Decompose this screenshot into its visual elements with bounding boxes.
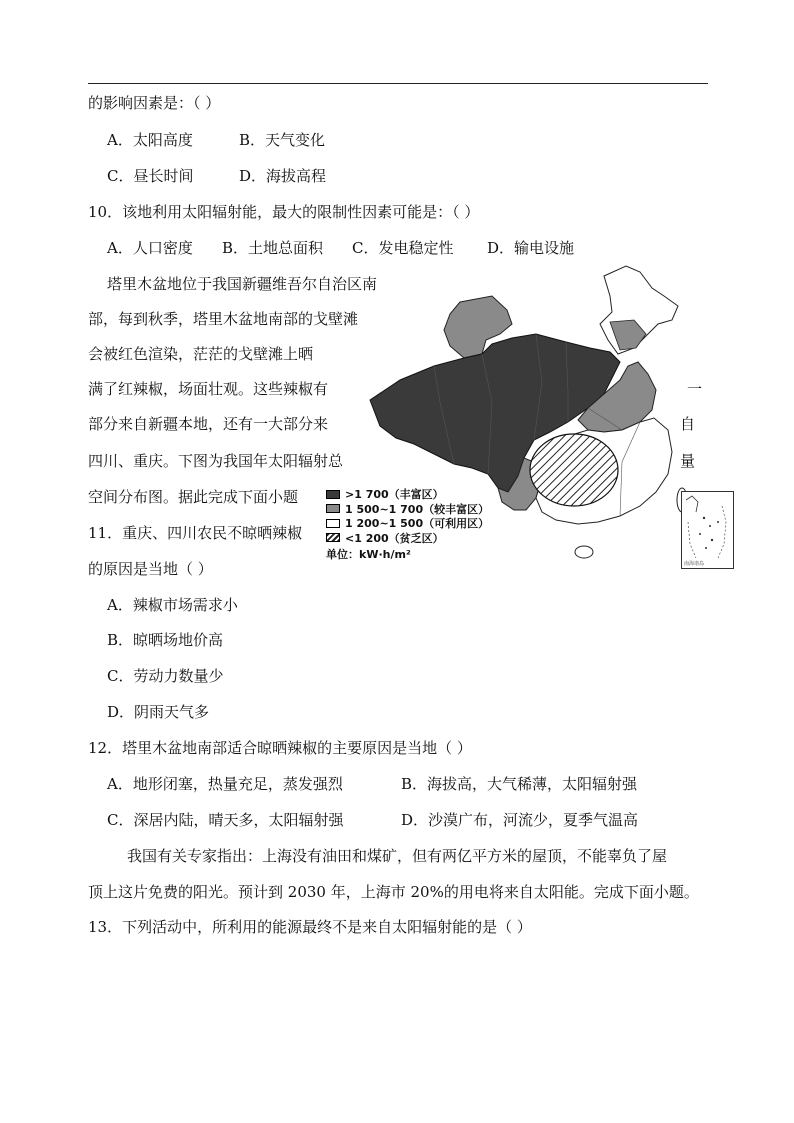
q12-option-a[interactable]: A．地形闭塞，热量充足，蒸发强烈 (107, 775, 343, 793)
legend-unit: 单位：kW·h/m² (326, 548, 411, 561)
passage-line: 会被红色渲染，茫茫的戈壁滩上晒 (88, 345, 314, 363)
passage-line-tail: 量 (680, 452, 696, 470)
passage-line: 我国有关专家指出：上海没有油田和煤矿，但有两亿平方米的屋顶，不能辜负了屋 (127, 847, 668, 865)
q9-option-a[interactable]: A．太阳高度 (107, 131, 193, 149)
passage-line: 部分来自新疆本地，还有一大部分来 (88, 415, 329, 433)
passage-line-tail: 一 (687, 380, 703, 398)
q9-option-c[interactable]: C．昼长时间 (107, 167, 194, 185)
legend-swatch (326, 504, 340, 513)
legend-item (326, 531, 489, 546)
legend-label: >1 700（丰富区） (345, 488, 444, 502)
legend-item (326, 487, 489, 502)
q11-option-c[interactable]: C．劳动力数量少 (107, 667, 224, 685)
q10-option-a[interactable]: A．人口密度 (107, 239, 193, 257)
legend-label: <1 200（贫乏区） (345, 531, 444, 545)
question-11: 11．重庆、四川农民不晾晒辣椒 (88, 524, 303, 542)
question-11-cont: 的原因是当地（ ） (88, 560, 213, 578)
passage-line: 塔里木盆地位于我国新疆维吾尔自治区南 (107, 275, 378, 293)
passage-line: 部，每到秋季，塔里木盆地南部的戈壁滩 (88, 310, 359, 328)
legend-item (326, 502, 489, 517)
q10-option-b[interactable]: B．土地总面积 (222, 239, 324, 257)
q11-option-d[interactable]: D．阴雨天气多 (107, 703, 210, 721)
passage-line: 空间分布图。据此完成下面小题 (88, 488, 299, 506)
q9-option-d[interactable]: D．海拔高程 (239, 167, 327, 185)
map-legend (326, 487, 489, 562)
header-rule (88, 83, 708, 84)
passage-line: 顶上这片免费的阳光。预计到 2030 年，上海市 20%的用电将来自太阳能。完成下面小题。 (88, 883, 699, 901)
legend-swatch (326, 490, 340, 499)
question-13: 13．下列活动中，所利用的能源最终不是来自太阳辐射能的是（ ） (88, 918, 532, 936)
inset-islands-graphic (682, 492, 733, 568)
south-china-sea-inset (681, 491, 734, 569)
legend-label: 1 200~1 500（可利用区） (345, 517, 490, 531)
q9-option-b[interactable]: B．天气变化 (239, 131, 326, 149)
legend-swatch (326, 519, 340, 528)
q12-option-b[interactable]: B．海拔高，大气稀薄，太阳辐射强 (401, 775, 638, 793)
q10-option-c[interactable]: C．发电稳定性 (352, 239, 454, 257)
q11-option-b[interactable]: B．晾晒场地价高 (107, 631, 224, 649)
question-10: 10．该地利用太阳辐射能，最大的限制性因素可能是：（ ） (88, 203, 480, 221)
legend-label: 1 500~1 700（较丰富区） (345, 502, 490, 516)
legend-swatch (326, 533, 340, 542)
passage-line: 满了红辣椒，场面壮观。这些辣椒有 (88, 380, 329, 398)
q12-option-d[interactable]: D．沙漠广布，河流少，夏季气温高 (401, 811, 639, 829)
q12-option-c[interactable]: C．深居内陆，晴天多，太阳辐射强 (107, 811, 344, 829)
text-line: 的影响因素是：（ ） (88, 94, 221, 112)
passage-line-tail: 自 (680, 415, 696, 433)
question-12: 12．塔里木盆地南部适合晾晒辣椒的主要原因是当地（ ） (88, 739, 472, 757)
inset-caption: 南海诸岛 (684, 561, 705, 567)
q11-option-a[interactable]: A．辣椒市场需求小 (107, 596, 238, 614)
q10-option-d[interactable]: D．输电设施 (487, 239, 575, 257)
passage-line: 四川、重庆。下图为我国年太阳辐射总 (88, 452, 344, 470)
legend-item (326, 516, 489, 531)
